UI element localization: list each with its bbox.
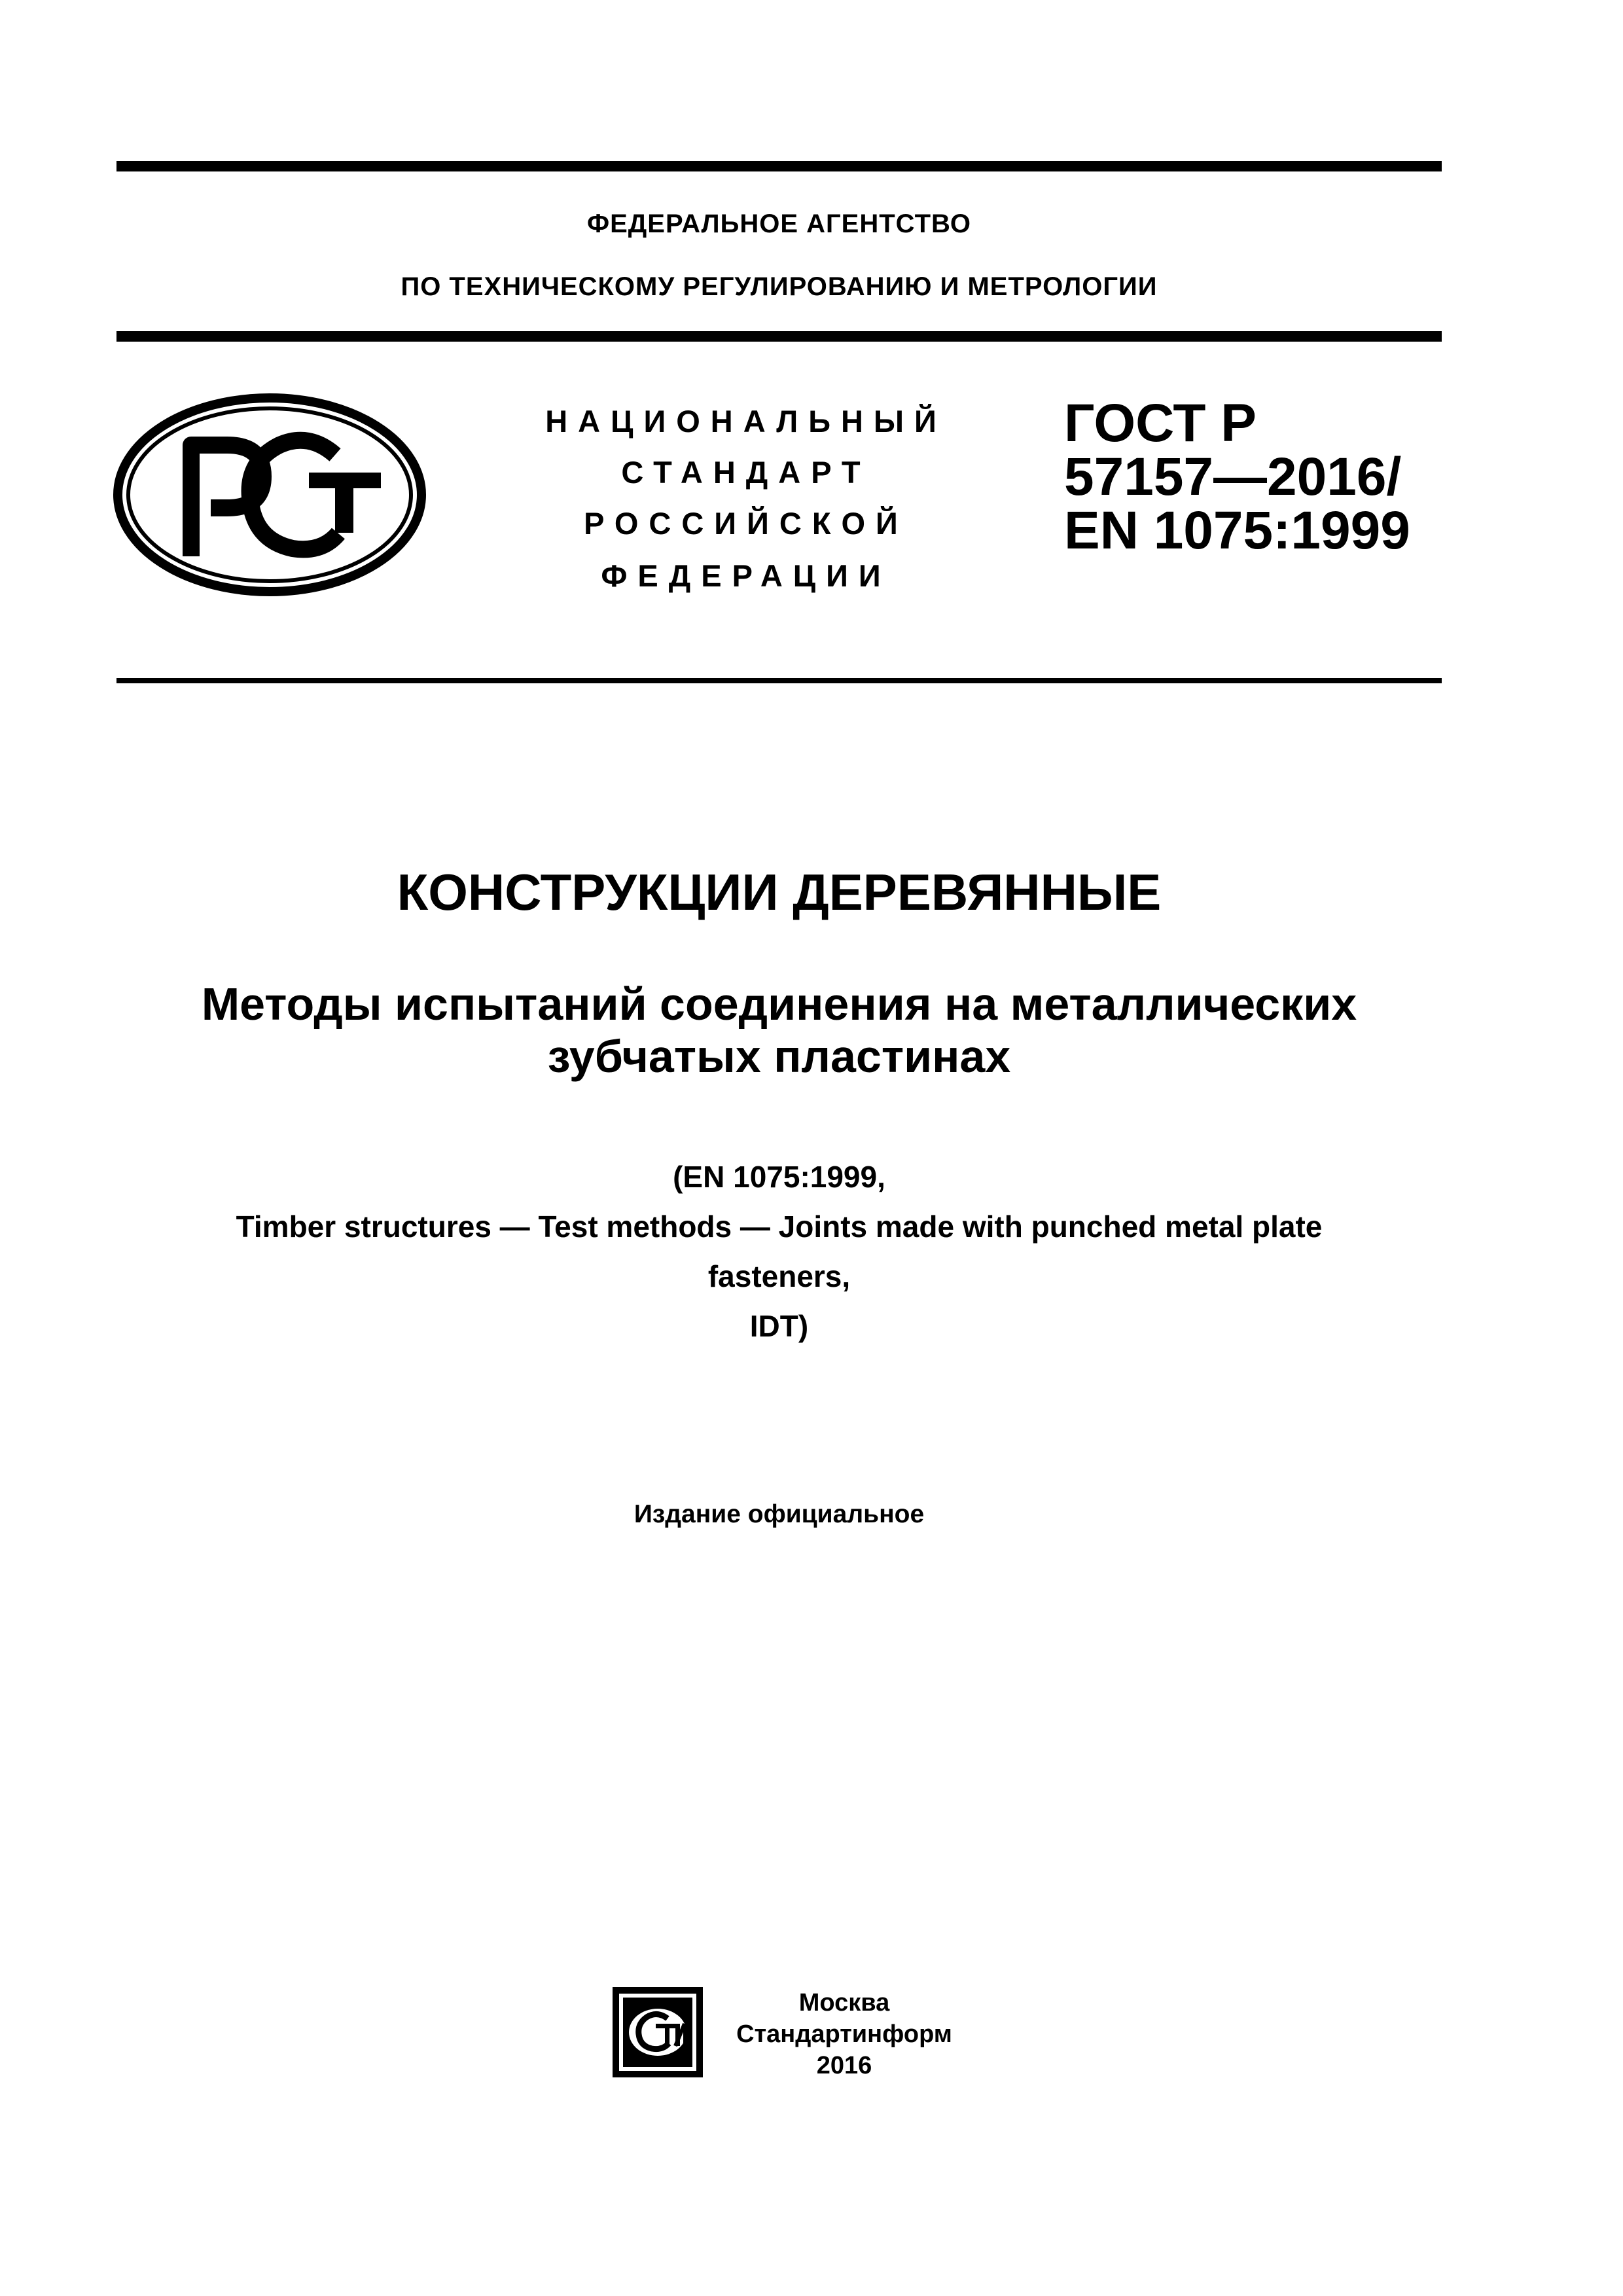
agency-name-line-2: ПО ТЕХНИЧЕСКОМУ РЕГУЛИРОВАНИЮ И МЕТРОЛОГИИ (401, 272, 1158, 301)
national-standard-line-2: СТАНДАРТ (621, 455, 871, 490)
subtitle-line-1: Методы испытаний соединения на металлических (201, 978, 1357, 1030)
reference-line-1: (EN 1075:1999, (673, 1160, 885, 1194)
official-edition-label: Издание официальное (633, 1500, 925, 1528)
publication-year: 2016 (816, 2052, 872, 2079)
reference-line-4: IDT) (749, 1309, 809, 1343)
reference-line-2: Timber structures — Test methods — Joints made with punched metal plate (236, 1210, 1323, 1244)
rst-certification-logo (113, 393, 427, 597)
national-standard-line-3: РОССИЙСКОЙ (584, 506, 908, 541)
national-standard-line-4: ФЕДЕРАЦИИ (601, 558, 891, 593)
standartinform-logo (610, 1984, 705, 2080)
reference-standard-block (116, 1152, 1442, 1351)
subtitle-line-2: зубчатых пластинах (547, 1031, 1011, 1082)
agency-name-line-1: ФЕДЕРАЛЬНОЕ АГЕНТСТВО (586, 209, 972, 238)
publisher-info (707, 1987, 982, 2081)
gost-designation-line-2: 57157—2016/ (1064, 447, 1402, 507)
publisher-city: Москва (798, 1989, 890, 2017)
title-divider (116, 678, 1442, 683)
header-divider (116, 331, 1442, 342)
reference-line-3: fasteners, (707, 1259, 851, 1293)
gost-designation-line-1: ГОСТ Р (1064, 393, 1257, 453)
publisher-name: Стандартинформ (736, 2020, 952, 2048)
national-standard-line-1: НАЦИОНАЛЬНЫЙ (545, 404, 947, 439)
document-subtitle (116, 978, 1442, 1083)
document-title: КОНСТРУКЦИИ ДЕРЕВЯННЫЕ (397, 863, 1162, 921)
top-divider (116, 161, 1442, 171)
gost-designation-line-3: EN 1075:1999 (1064, 501, 1410, 560)
